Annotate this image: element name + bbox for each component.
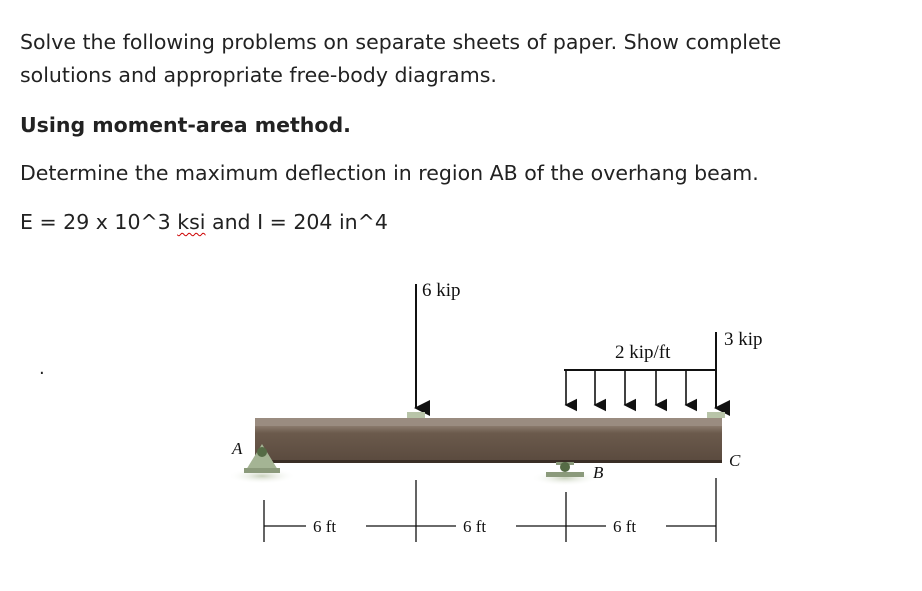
method-heading: Using moment-area method. <box>20 113 351 137</box>
label-b: B <box>593 463 604 482</box>
distributed-load <box>564 370 716 405</box>
given-prefix: E = 29 x 10^3 <box>20 210 178 234</box>
dimension-ab-right: 6 ft <box>463 517 487 536</box>
label-a: A <box>232 439 243 458</box>
point-load-6-kip <box>407 284 425 418</box>
label-3-kip: 3 kip <box>724 329 763 350</box>
beam <box>255 418 722 463</box>
dimension-bc: 6 ft <box>613 517 637 536</box>
question-text: Determine the maximum deflection in region AB of the overhang beam. <box>20 161 759 185</box>
roller-support-b <box>531 462 599 486</box>
dimension-ab-left: 6 ft <box>313 517 337 536</box>
given-unit: ksi <box>177 210 206 234</box>
instructions-line-2: solutions and appropriate free-body diagrams. <box>20 63 497 87</box>
label-distributed-load: 2 kip/ft <box>615 342 671 363</box>
label-c: C <box>729 451 741 470</box>
point-load-3-kip <box>707 332 725 418</box>
given-suffix: and I = 204 in^4 <box>205 210 388 234</box>
instructions-line-1: Solve the following problems on separate sheets of paper. Show complete <box>20 30 782 54</box>
stray-mark: . <box>39 358 45 379</box>
label-6-kip: 6 kip <box>422 280 461 301</box>
